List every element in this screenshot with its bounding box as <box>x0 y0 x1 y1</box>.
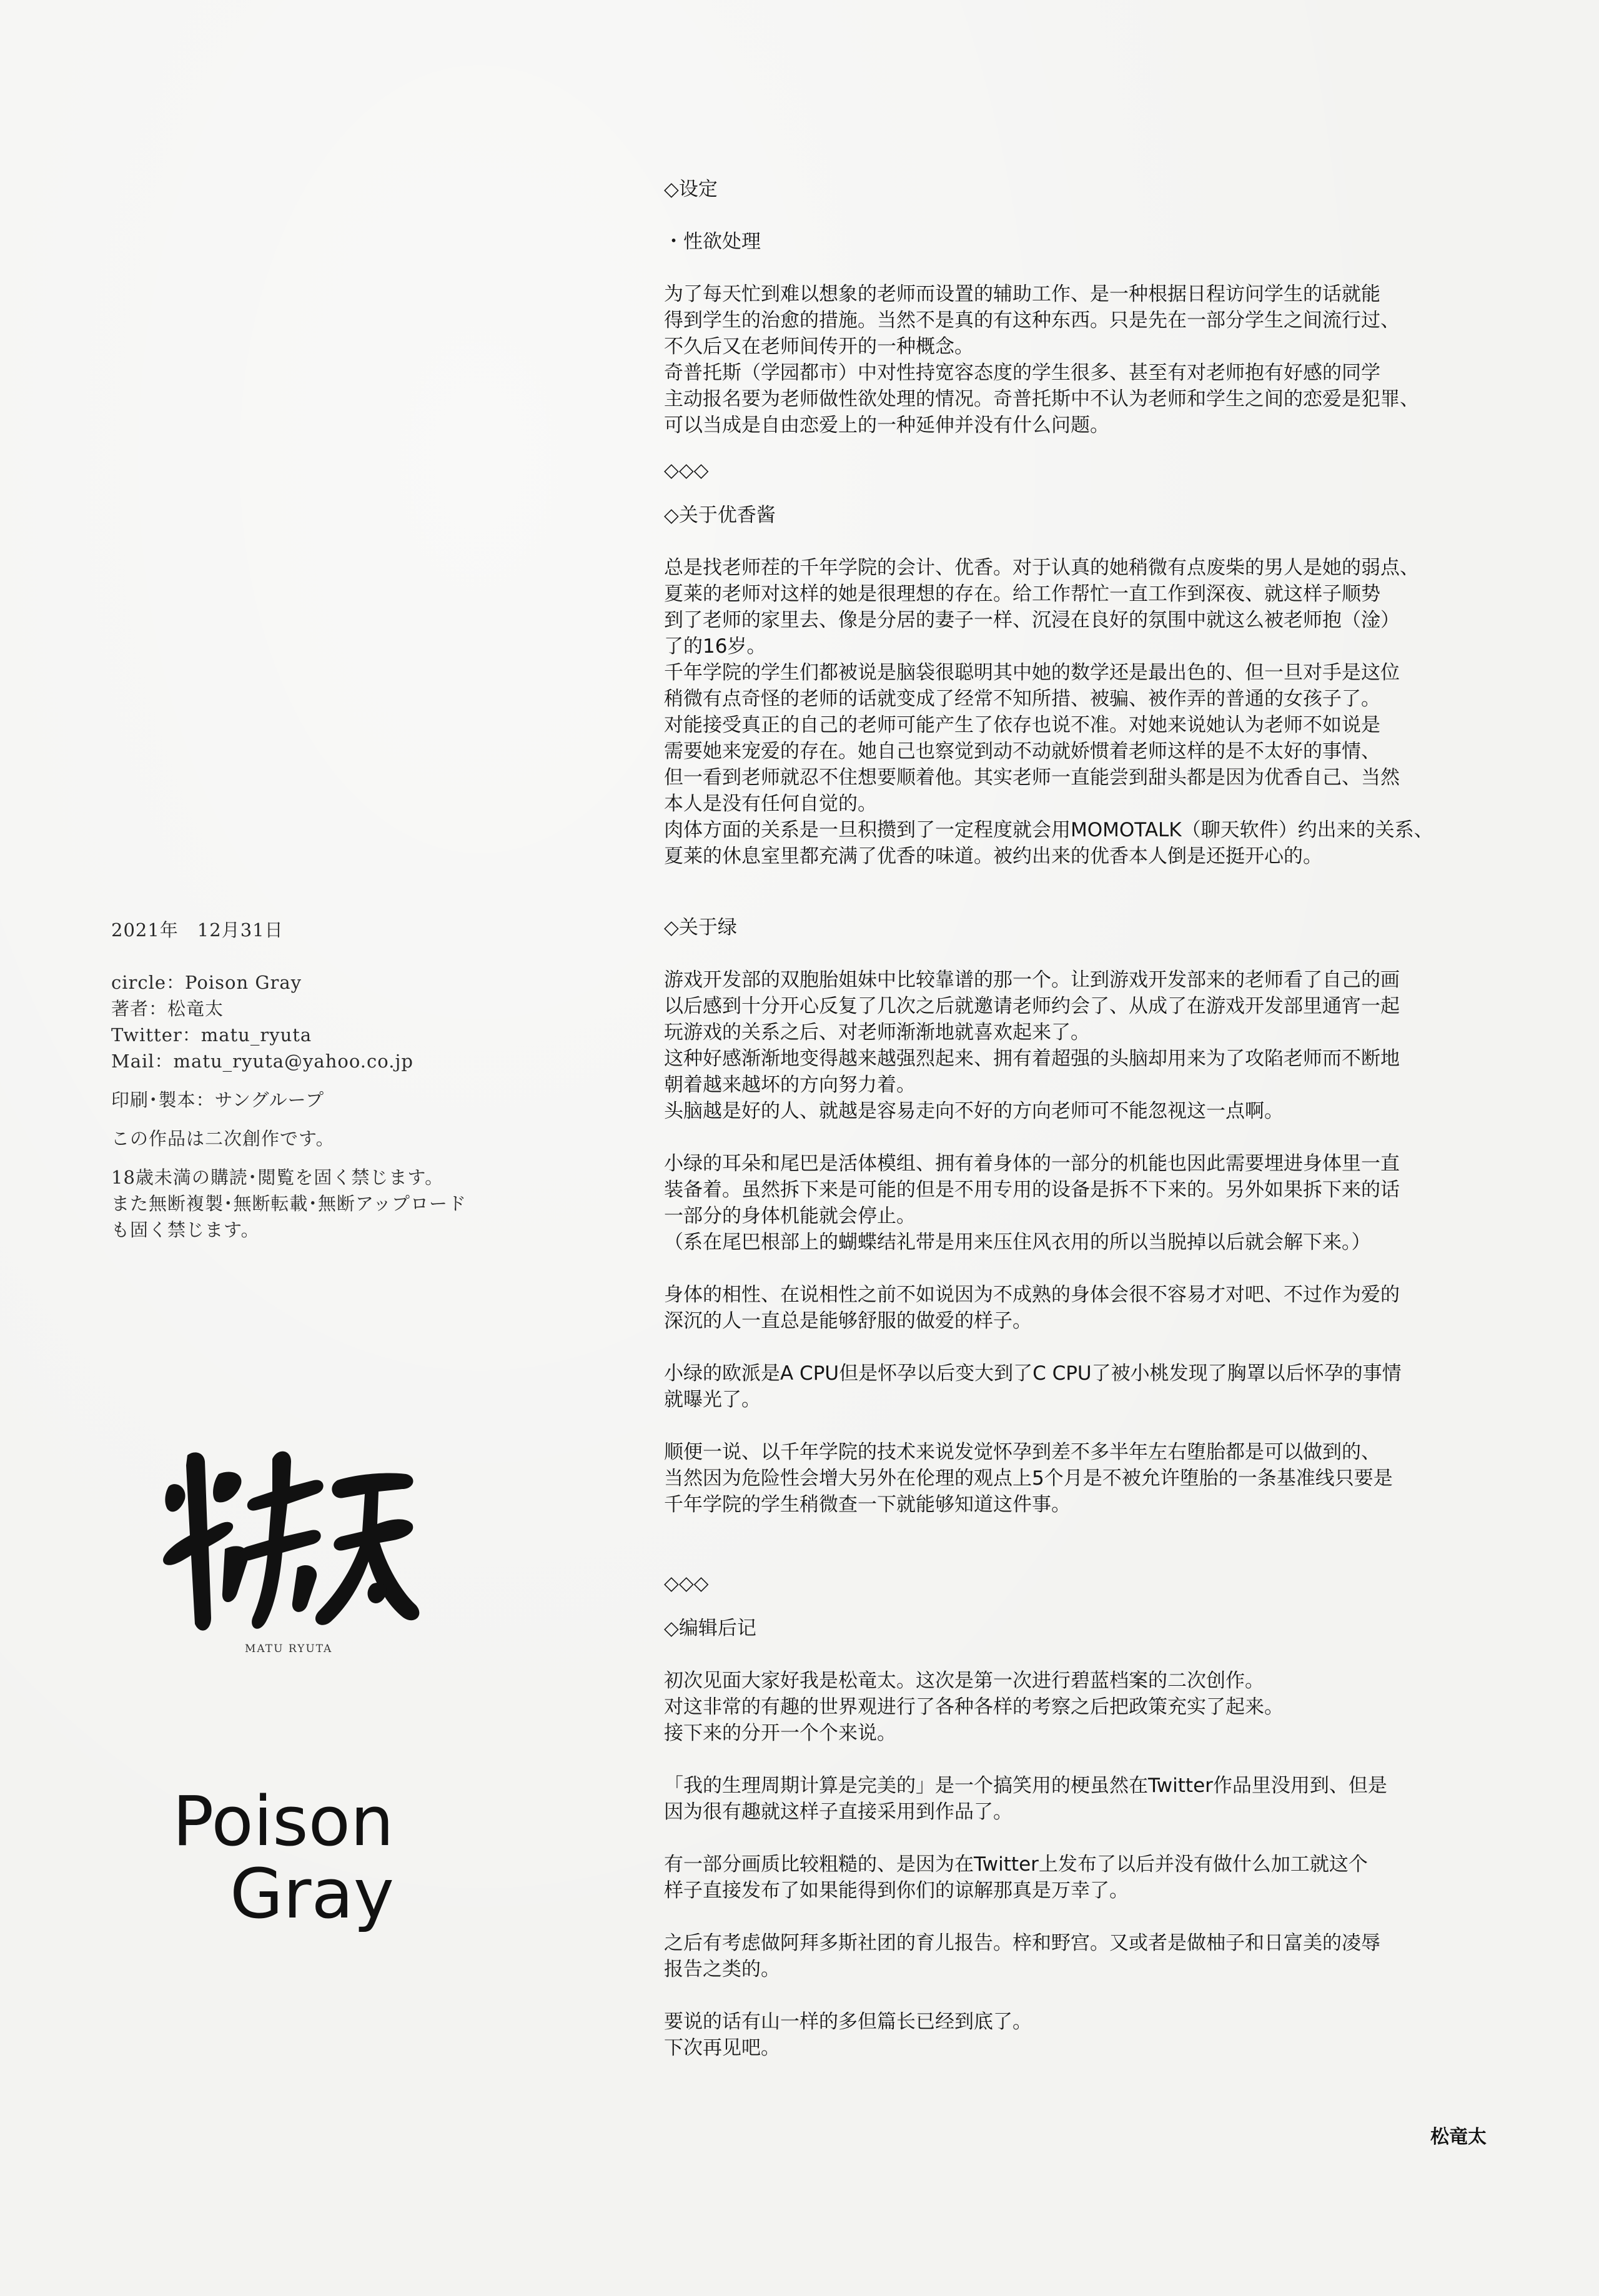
text-line: 总是找老师茬的千年学院的会计、优香。对于认真的她稍微有点废柴的男人是她的弱点、 <box>664 557 1419 579</box>
text-line: 需要她来宠爱的存在。她自己也察觉到动不动就娇惯着老师这样的是不太好的事情、 <box>664 740 1380 763</box>
text-line: 下次再见吧。 <box>664 2037 780 2059</box>
publish-date: 2021年 12月31日 <box>111 919 284 941</box>
text-line: 「我的生理周期计算是完美的」是一个搞笑用的梗虽然在Twitter作品里没用到、但是 <box>664 1774 1387 1797</box>
text-line: 小绿的欧派是A CPU但是怀孕以后变大到了C CPU了被小桃发现了胸罩以后怀孕的事情 <box>664 1362 1402 1385</box>
section-divider: ◇◇◇ <box>664 459 709 482</box>
text-line: 为了每天忙到难以想象的老师而设置的辅助工作、是一种根据日程访问学生的话就能 <box>664 283 1380 305</box>
text-line: 千年学院的学生稍微查一下就能够知道这件事。 <box>664 1493 1071 1516</box>
subsection-title: ・性欲处理 <box>664 230 761 253</box>
text-line: 之后有考虑做阿拜多斯社团的育儿报告。梓和野宫。又或者是做柚子和日富美的凌辱 <box>664 1932 1380 1954</box>
text-line: 肉体方面的关系是一旦积攒到了一定程度就会用MOMOTALK（聊天软件）约出来的关系、 <box>664 819 1433 841</box>
text-line: 这种好感渐渐地变得越来越强烈起来、拥有着超强的头脑却用来为了攻陷老师而不断地 <box>664 1047 1400 1070</box>
text-line: 小绿的耳朵和尾巴是活体模组、拥有着身体的一部分的机能也因此需要埋进身体里一直 <box>664 1152 1400 1175</box>
section-title-settings: ◇设定 <box>664 178 718 200</box>
text-line: 主动报名要为老师做性欲处理的情况。奇普托斯中不认为老师和学生之间的恋爱是犯罪、 <box>664 388 1419 410</box>
text-line: 身体的相性、在说相性之前不如说因为不成熟的身体会很不容易才对吧、不过作为爱的 <box>664 1284 1400 1306</box>
text-line: 初次见面大家好我是松竜太。这次是第一次进行碧蓝档案的二次创作。 <box>664 1670 1264 1692</box>
printer-info: 印刷･製本：サングループ <box>111 1089 325 1111</box>
author-signature: 松竜太 <box>1430 2126 1487 2148</box>
text-line: 游戏开发部的双胞胎姐妹中比较靠谱的那一个。让到游戏开发部来的老师看了自己的画 <box>664 969 1400 991</box>
text-line: 要说的话有山一样的多但篇长已经到底了。 <box>664 2011 1032 2033</box>
text-line: 头脑越是好的人、就越是容易走向不好的方向老师可不能忽视这一点啊。 <box>664 1100 1284 1122</box>
circle-name: circle：Poison Gray <box>111 972 302 993</box>
logo-caption: MATU RYUTA <box>245 1643 333 1655</box>
text-line: 报告之类的。 <box>664 1958 780 1981</box>
mail-address: Mail：matu_ryuta@yahoo.co.jp <box>111 1051 413 1072</box>
text-line: 对能接受真正的自己的老师可能产生了依存也说不准。对她来说她认为老师不如说是 <box>664 714 1380 736</box>
section-title-yuuka: ◇关于优香酱 <box>664 504 776 527</box>
age-notice-line: また無断複製･無断転載･無断アップロード <box>111 1193 467 1214</box>
text-line: 接下来的分开一个个来说。 <box>664 1722 896 1744</box>
text-line: 千年学院的学生们都被说是脑袋很聪明其中她的数学还是最出色的、但一旦对手是这位 <box>664 661 1400 684</box>
circle-logo <box>172 1781 410 1934</box>
afterword-text <box>664 176 1563 2061</box>
text-line: 本人是没有任何自觉的。 <box>664 793 877 815</box>
text-line: 就曝光了。 <box>664 1388 761 1411</box>
text-line: 稍微有点奇怪的老师的话就变成了经常不知所措、被骗、被作弄的普通的女孩子了。 <box>664 688 1380 710</box>
author-brush-logo <box>150 1437 425 1649</box>
text-line: 当然因为危险性会增大另外在伦理的观点上5个月是不被允许堕胎的一条基准线只要是 <box>664 1467 1393 1490</box>
section-title-midori: ◇关于绿 <box>664 916 737 939</box>
text-line: 深沉的人一直总是能够舒服的做爱的样子。 <box>664 1310 1032 1332</box>
text-line: 有一部分画质比较粗糙的、是因为在Twitter上发布了以后并没有做什么加工就这个 <box>664 1853 1368 1876</box>
text-line: 到了老师的家里去、像是分居的妻子一样、沉浸在良好的氛围中就这么被老师抱（淦） <box>664 609 1400 631</box>
text-line: 不久后又在老师间传开的一种概念。 <box>664 335 974 358</box>
fanwork-notice: この作品は二次創作です。 <box>111 1128 335 1149</box>
text-line: 但一看到老师就忍不住想要顺着他。其实老师一直能尝到甜头都是因为优香自己、当然 <box>664 766 1400 789</box>
text-line: 奇普托斯（学园都市）中对性持宽容态度的学生很多、甚至有对老师抱有好感的同学 <box>664 362 1380 384</box>
text-line: 朝着越来越坏的方向努力着。 <box>664 1074 916 1096</box>
text-line: 以后感到十分开心反复了几次之后就邀请老师约会了、从成了在游戏开发部里通宵一起 <box>664 995 1400 1017</box>
text-line: 夏莱的老师对这样的她是很理想的存在。给工作帮忙一直工作到深夜、就这样子顺势 <box>664 583 1380 605</box>
text-line: 对这非常的有趣的世界观进行了各种各样的考察之后把政策充实了起来。 <box>664 1696 1284 1718</box>
text-line: 一部分的身体机能就会停止。 <box>664 1205 916 1227</box>
text-line: 因为很有趣就这样子直接采用到作品了。 <box>664 1801 1012 1823</box>
text-line: 了的16岁。 <box>664 635 766 658</box>
age-notice-line: 18歳未満の購読･閲覧を固く禁じます。 <box>111 1167 444 1188</box>
brush-logo-graphic <box>150 1437 425 1649</box>
colophon <box>111 917 586 1243</box>
circle-logo-line1: Poison <box>172 1781 394 1861</box>
text-line: 得到学生的治愈的措施。当然不是真的有这种东西。只是先在一部分学生之间流行过、 <box>664 309 1400 332</box>
section-title-afterword: ◇编辑后记 <box>664 1617 756 1640</box>
text-line: 样子直接发布了如果能得到你们的谅解那真是万幸了。 <box>664 1879 1129 1902</box>
author-name: 著者：松竜太 <box>111 998 224 1019</box>
section-divider: ◇◇◇ <box>664 1572 709 1595</box>
text-line: 装备着。虽然拆下来是可能的但是不用专用的设备是拆不下来的。另外如果拆下来的话 <box>664 1179 1400 1201</box>
circle-logo-line2: Gray <box>230 1854 394 1934</box>
text-line: 夏莱的休息室里都充满了优香的味道。被约出来的优香本人倒是还挺开心的。 <box>664 845 1322 868</box>
text-line: （系在尾巴根部上的蝴蝶结礼带是用来压住风衣用的所以当脱掉以后就会解下来。） <box>664 1231 1371 1254</box>
text-line: 顺便一说、以千年学院的技术来说发觉怀孕到差不多半年左右堕胎都是可以做到的、 <box>664 1441 1380 1463</box>
text-line: 可以当成是自由恋爱上的一种延伸并没有什么问题。 <box>664 414 1109 437</box>
age-notice-line: も固く禁じます。 <box>111 1219 260 1240</box>
twitter-handle: Twitter：matu_ryuta <box>111 1024 312 1046</box>
text-line: 玩游戏的关系之后、对老师渐渐地就喜欢起来了。 <box>664 1021 1090 1044</box>
